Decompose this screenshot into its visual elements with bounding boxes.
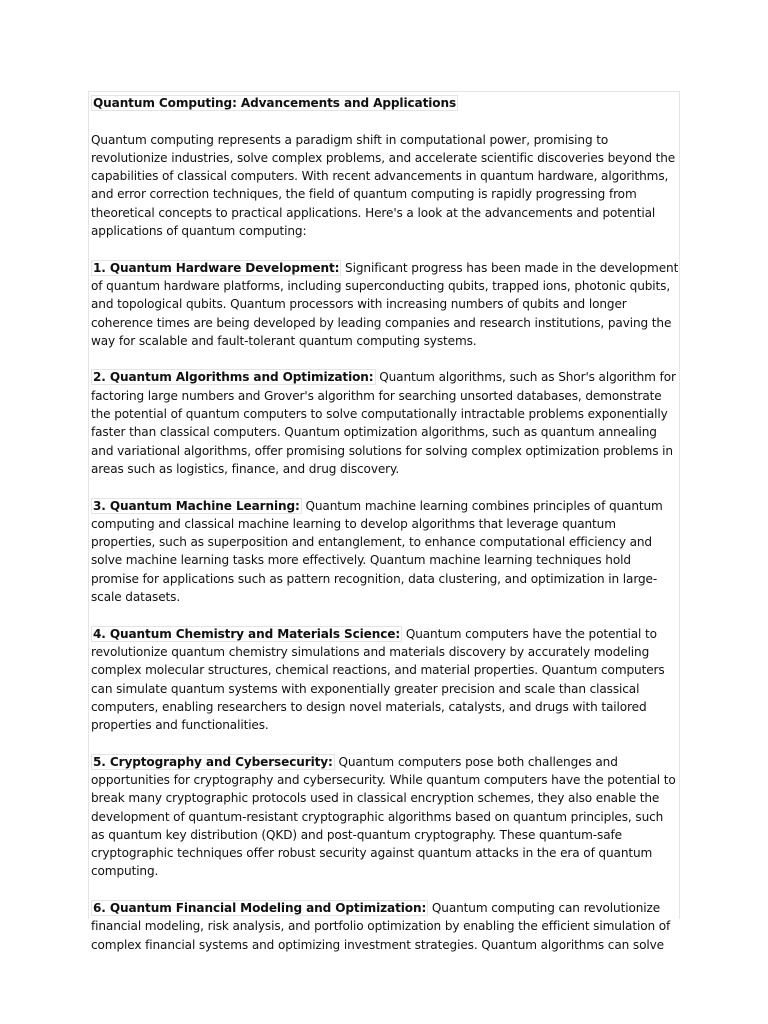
document-body bbox=[91, 94, 679, 952]
section-paragraph-4 bbox=[91, 625, 679, 735]
section-heading-3: 3. Quantum Machine Learning: bbox=[93, 498, 300, 513]
section-body-1: Significant progress has been made in the development of quantum hardware platforms, including superconducting qubits, trapped ions, photonic qubits, and topological qubits. Quantum processors with increasing numbers of qubits and longer coherence times are being developed by leading companies and research institutions, paving the way for scalable and fault-tolerant quantum computing systems. bbox=[91, 260, 679, 348]
section-paragraph-6 bbox=[91, 899, 679, 954]
document-title bbox=[91, 94, 679, 112]
intro-paragraph: Quantum computing represents a paradigm shift in computational power, promising to revolutionize industries, solve complex problems, and accelerate scientific discoveries beyond the capabilities of classical computers. With recent advancements in quantum hardware, algorithms, and error correction techniques, the field of quantum computing is rapidly progressing from theoretical concepts to practical applications. Here's a look at the advancements and potential applications of quantum computing: bbox=[91, 132, 676, 239]
section-heading-4: 4. Quantum Chemistry and Materials Science: bbox=[93, 626, 401, 641]
section-body-4: Quantum computers have the potential to revolutionize quantum chemistry simulations and materials discovery by accurately modeling complex molecular structures, chemical reactions, and material properties. Quantum computers can simulate quantum systems with exponentially greater precision and scale than classical computers, enabling researchers to design novel materials, catalysts, and drugs with tailored properties and functionalities. bbox=[91, 626, 665, 733]
section-paragraph-5 bbox=[91, 753, 679, 881]
section-body-6: Quantum computing can revolutionize financial modeling, risk analysis, and portfolio optimization by enabling the efficient simulation of complex financial systems and optimizing investment strategies. Quantum algorithms can solve bbox=[91, 901, 671, 952]
section-heading-5: 5. Cryptography and Cybersecurity: bbox=[93, 754, 333, 769]
section-body-3: Quantum machine learning combines principles of quantum computing and classical machine learning to develop algorithms that leverage quantum properties, such as superposition and entanglement, to enhance computational efficiency and solve machine learning tasks more effectively. Quantum machine learning techniques hold promise for applications such as pattern recognition, data clustering, and optimization in large-scale datasets. bbox=[91, 498, 663, 605]
section-heading-6: 6. Quantum Financial Modeling and Optimization: bbox=[93, 901, 427, 916]
section-body-5: Quantum computers pose both challenges and opportunities for cryptography and cybersecurity. While quantum computers have the potential to break many cryptographic protocols used in classical encryption schemes, they also enable the development of quantum-resistant cryptographic algorithms based on quantum principles, such as quantum key distribution (QKD) and post-quantum cryptography. These quantum-safe cryptographic techniques offer robust security against quantum attacks in the era of quantum computing. bbox=[91, 754, 676, 879]
section-heading-2: 2. Quantum Algorithms and Optimization: bbox=[93, 370, 374, 385]
section-body-2: Quantum algorithms, such as Shor's algorithm for factoring large numbers and Grover's algorithm for searching unsorted databases, demonstrate the potential of quantum computers to solve computationally intractable problems exponentially faster than classical computers. Quantum optimization algorithms, such as quantum annealing and variational algorithms, offer promising solutions for solving complex optimization problems in areas such as logistics, finance, and drug discovery. bbox=[91, 370, 676, 476]
section-paragraph-1 bbox=[91, 259, 679, 350]
section-paragraph-3 bbox=[91, 497, 679, 607]
document-title-text: Quantum Computing: Advancements and Applications bbox=[93, 96, 457, 110]
section-paragraph-2 bbox=[91, 368, 679, 478]
section-heading-1: 1. Quantum Hardware Development: bbox=[93, 260, 340, 275]
